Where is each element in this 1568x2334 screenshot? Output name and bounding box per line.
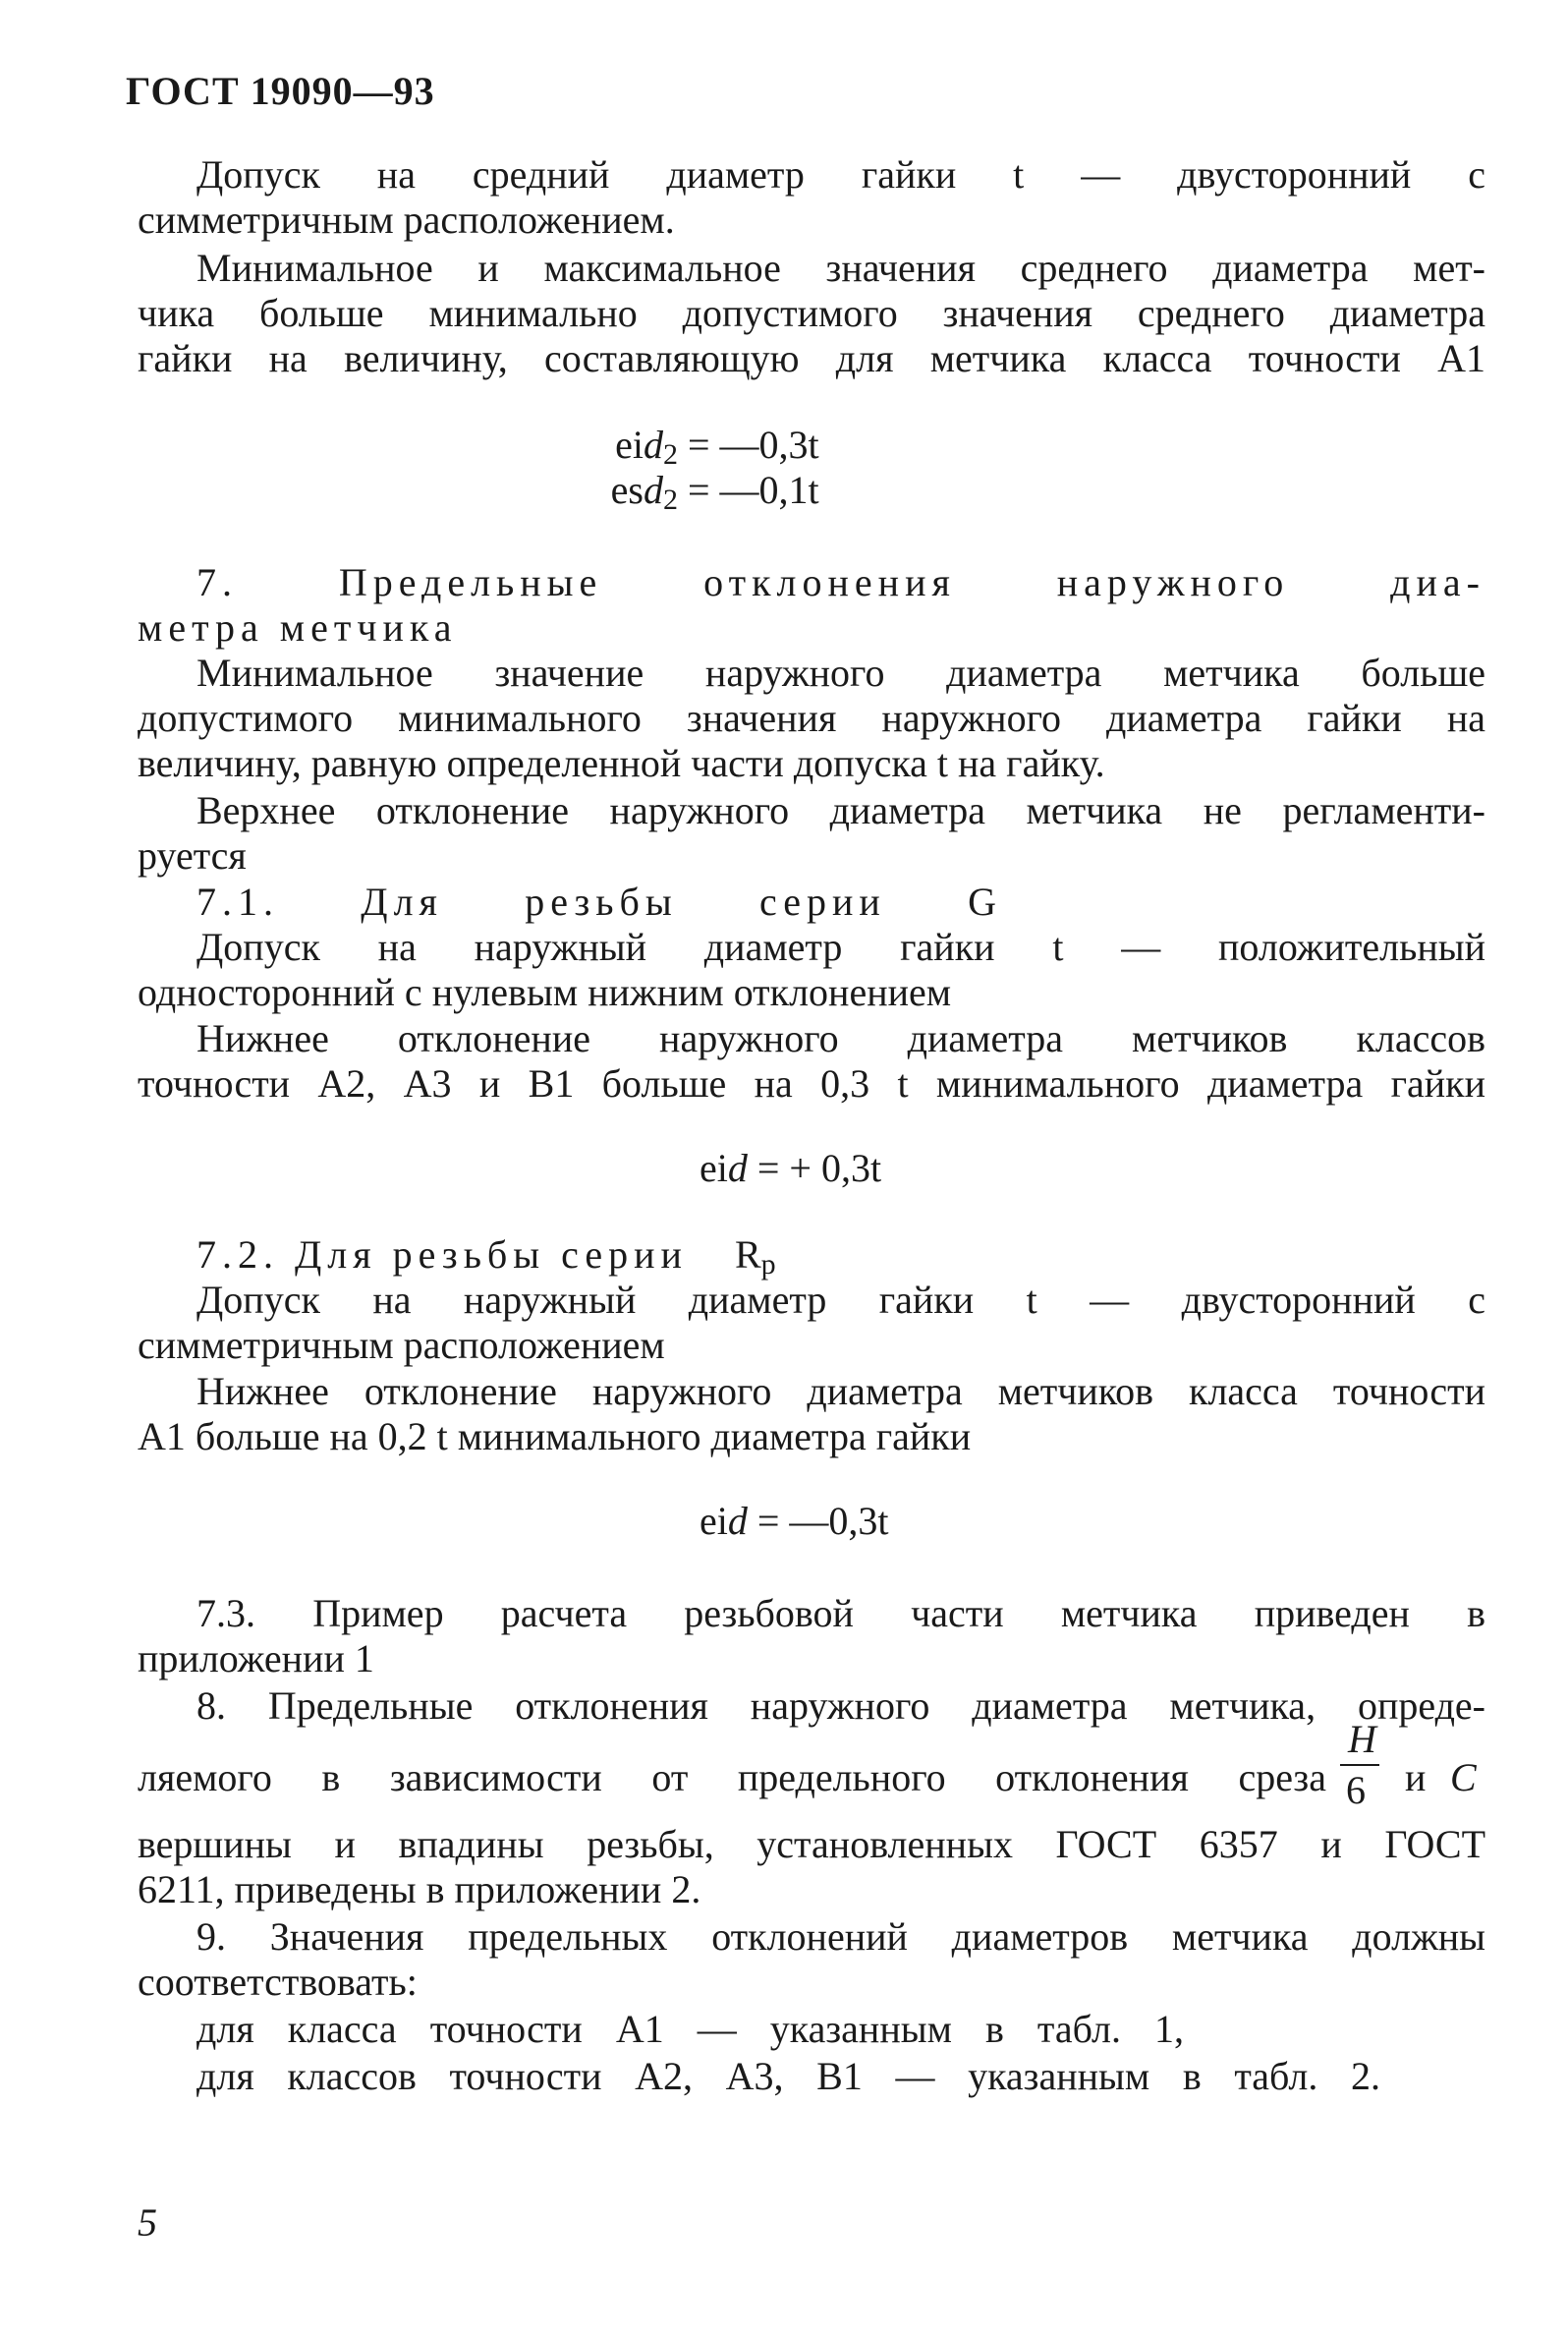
text-line: допустимого минимального значения наружного диаметра гайки на [138,696,1485,740]
text-line: 8. Предельные отклонения наружного диаметра метчика, опреде- [196,1683,1485,1728]
text-line: Нижнее отклонение наружного диаметра метчиков классов [196,1016,1485,1060]
text-line: односторонний с нулевым нижним отклонением [138,970,952,1014]
text-line: точности А2, А3 и В1 больше на 0,3 t минимального диаметра гайки [138,1061,1485,1106]
text-line: Нижнее отклонение наружного диаметра метчиков класса точности [196,1369,1485,1413]
formula-esd2: esd$_2$ = —0,1t [610,468,819,516]
text-line: Верхнее отклонение наружного диаметра метчика не регламенти- [196,788,1485,832]
text-line: симметричным расположением [138,1323,665,1367]
text-line: руется [138,833,247,878]
text-line: Минимальное значение наружного диаметра метчика больше [196,651,1485,695]
text-line: чика больше минимально допустимого значения среднего диаметра [138,291,1485,335]
text-line: 6211, приведены в приложении 2. [138,1867,701,1911]
text-line: и [1405,1755,1427,1799]
text-line: приложении 1 [138,1636,374,1680]
fraction-denominator: 6 [1346,1768,1366,1812]
text-line: гайки на величину, составляющую для метчика класса точности А1 [138,336,1485,380]
text-line: C [1450,1755,1477,1799]
text-line: вершины и впадины резьбы, установленных ГОСТ 6357 и ГОСТ [138,1822,1485,1866]
section-heading-7-1: 7.1. Для резьбы серии G [196,880,1002,924]
text-line: 7.3. Пример расчета резьбовой части метчика приведен в [196,1591,1485,1635]
fraction-numerator: H [1348,1717,1376,1761]
page-number: 5 [138,2200,157,2245]
text-line: ляемого в зависимости от предельного отклонения среза [138,1755,1326,1799]
text-line: А1 больше на 0,2 t минимального диаметра гайки [138,1414,972,1458]
section-heading-7: 7. Предельные отклонения наружного диа- [196,560,1485,604]
text-line: Допуск на средний диаметр гайки t — двусторонний с [196,152,1485,197]
text-line: 9. Значения предельных отклонений диаметров метчика должны [196,1914,1485,1959]
formula-eid-rp: eid = —0,3t [700,1499,889,1543]
formula-eid-g: eid = + 0,3t [700,1146,882,1190]
section-heading-7-2: 7.2. Для резьбы серии $R_p$ [196,1232,776,1281]
formula-eid2: eid$_2$ = —0,3t [615,423,819,471]
text-line: Допуск на наружный диаметр гайки t — положительный [196,925,1485,969]
text-line: Допуск на наружный диаметр гайки t — двусторонний с [196,1278,1485,1322]
fraction-bar [1340,1764,1379,1766]
text-line: симметричным расположением. [138,198,675,242]
text-line: Минимальное и максимальное значения среднего диаметра мет- [196,246,1485,290]
text-line: для класса точности А1 — указанным в табл. 1, [196,2007,1184,2051]
section-heading-7-cont: метра метчика [138,605,458,650]
text-line: соответствовать: [138,1960,418,2004]
document-header: ГОСТ 19090—93 [126,69,435,113]
text-line: величину, равную определенной части допуска t на гайку. [138,741,1105,785]
text-line: для классов точности А2, А3, В1 — указанным в табл. 2. [196,2054,1380,2098]
